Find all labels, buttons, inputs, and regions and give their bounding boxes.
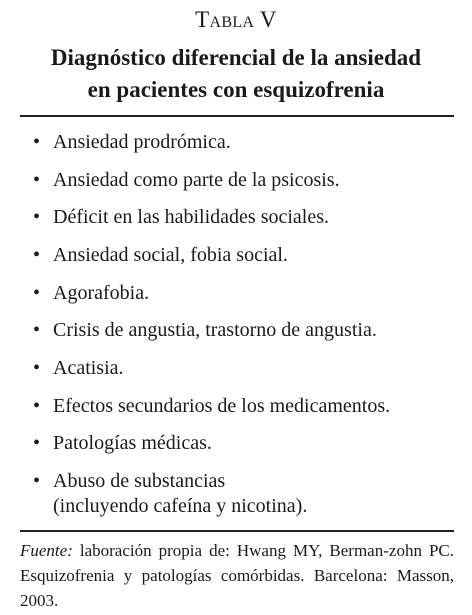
source-footnote bbox=[20, 538, 454, 613]
table-label: Tabla V bbox=[195, 7, 277, 32]
list-item-text: Déficit en las habilidades sociales. bbox=[53, 206, 330, 228]
bullet-icon: • bbox=[33, 432, 41, 454]
list-item-text: Crisis de angustia, trastorno de angustia. bbox=[53, 319, 377, 341]
bullet-icon: • bbox=[33, 470, 41, 492]
table-title-line-1: Diagnóstico diferencial de la ansiedad bbox=[50, 45, 422, 70]
list-item-text: Ansiedad social, fobia social. bbox=[53, 244, 288, 266]
list-item-text: Ansiedad como parte de la psicosis. bbox=[53, 169, 340, 191]
table-title-line-2: en pacientes con esquizofrenia bbox=[87, 77, 385, 102]
list-item-text: Acatisia. bbox=[53, 357, 124, 379]
table-title bbox=[0, 42, 472, 106]
list-item-text-continuation: (incluyendo cafeína y nicotina). bbox=[53, 495, 308, 517]
bullet-icon: • bbox=[33, 169, 41, 191]
bullet-icon: • bbox=[33, 357, 41, 379]
list-item-text: Agorafobia. bbox=[53, 282, 150, 304]
bullet-icon: • bbox=[33, 244, 41, 266]
list-item-text: Abuso de substancias bbox=[53, 470, 226, 492]
bullet-icon: • bbox=[33, 206, 41, 228]
list-item-text: Ansiedad prodrómica. bbox=[53, 131, 231, 153]
source-text: laboración propia de: Hwang MY, Berman-zohn PC. Esquizofrenia y patologías comórbidas. Barcelona: Masson, 2003. bbox=[20, 541, 454, 610]
list-item-text: Efectos secundarios de los medicamentos. bbox=[53, 395, 391, 417]
bullet-icon: • bbox=[33, 131, 41, 153]
source-label: Fuente: bbox=[20, 541, 73, 560]
top-rule bbox=[20, 115, 454, 117]
bullet-icon: • bbox=[33, 319, 41, 341]
bullet-icon: • bbox=[33, 395, 41, 417]
bullet-icon: • bbox=[33, 282, 41, 304]
bottom-rule bbox=[20, 530, 454, 532]
list-item-text: Patologías médicas. bbox=[53, 432, 212, 454]
